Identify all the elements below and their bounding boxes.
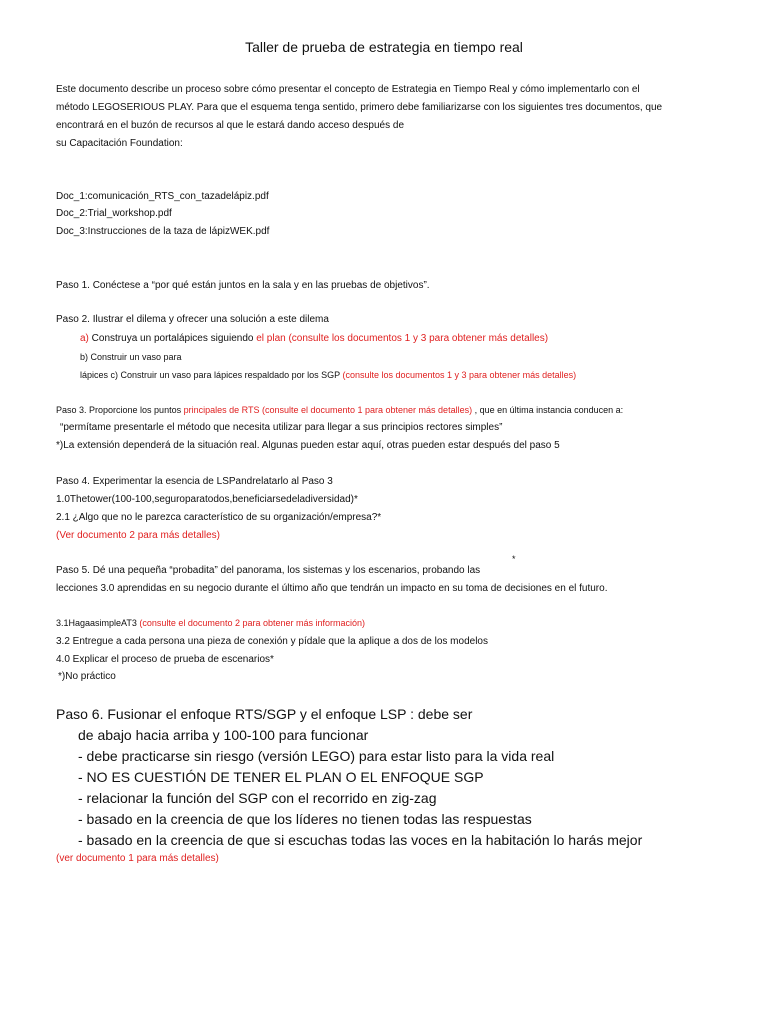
paso-5-3-1-red: (consulte el documento 2 para obtener más información): [139, 618, 366, 628]
paso-3-text-1: Paso 3. Proporcione los puntos: [56, 405, 184, 415]
paso-2-a-label: a): [80, 333, 89, 344]
paso-2-c-red: (consulte los documentos 1 y 3 para obtener más detalles): [342, 370, 577, 380]
paso-6-item-5: - basado en la creencia de que los líderes no tienen todas las respuestas: [78, 811, 532, 827]
paso-6-red-note: (ver documento 1 para más detalles): [56, 853, 219, 864]
paso-5-asterisk: *: [512, 554, 516, 564]
paso-2-c-text: lápices c) Construir un vaso para lápices respaldado por los SGP: [80, 370, 343, 380]
doc-item-1: Doc_1:comunicación_RTS_con_tazadelápiz.pdf: [56, 191, 269, 202]
doc-item-2: Doc_2:Trial_workshop.pdf: [56, 208, 172, 219]
paso-1: Paso 1. Conéctese a “por qué están juntos en la sala y en las pruebas de objetivos”.: [56, 280, 430, 291]
intro-line-4: su Capacitación Foundation:: [56, 138, 183, 149]
paso-4-heading: Paso 4. Experimentar la esencia de LSPandrelatarlo al Paso 3: [56, 476, 333, 487]
page-title: Taller de prueba de estrategia en tiempo real: [245, 39, 523, 55]
paso-3-line-2: “permítame presentarle el método que necesita utilizar para llegar a sus principios rectores simples”: [60, 422, 503, 433]
paso-3-red: principales de RTS (consulte el documento 1 para obtener más detalles): [183, 405, 473, 415]
paso-4-red-note: (Ver documento 2 para más detalles): [56, 530, 220, 541]
paso-2-item-a: [80, 332, 548, 345]
paso-2-item-b: b) Construir un vaso para: [80, 352, 182, 362]
paso-5-item-3-1: [56, 617, 365, 630]
paso-4-line-1: 1.0Thetower(100-100,seguroparatodos,beneficiarsedeladiversidad)*: [56, 494, 358, 505]
paso-5-line-2: lecciones 3.0 aprendidas en su negocio durante el último año que tendrán un impacto en su toma de decisiones en el futuro.: [56, 583, 608, 594]
paso-4-line-2: 2.1 ¿Algo que no le parezca característico de su organización/empresa?*: [56, 512, 382, 523]
paso-5-3-1-text: 3.1HagaasimpleAT3: [56, 618, 140, 628]
paso-6-item-6: - basado en la creencia de que si escuchas todas las voces en la habitación lo harás mejor: [78, 832, 643, 848]
paso-6-item-3: - NO ES CUESTIÓN DE TENER EL PLAN O EL ENFOQUE SGP: [78, 769, 484, 785]
doc-item-3: Doc_3:Instrucciones de la taza de lápizWEK.pdf: [56, 226, 270, 237]
paso-5-note: *)No práctico: [58, 671, 116, 682]
paso-3-line-3: *)La extensión dependerá de la situación real. Algunas pueden estar aquí, otras pueden estar después del paso 5: [56, 440, 560, 451]
paso-2-a-text: Construya un portalápices siguiendo: [88, 333, 257, 344]
intro-line-3: encontrará en el buzón de recursos al que le estará dando acceso después de: [56, 120, 405, 131]
intro-line-1: Este documento describe un proceso sobre cómo presentar el concepto de Estrategia en Tiempo Real y cómo implementarlo con el: [56, 84, 640, 95]
intro-line-2: método LEGOSERIOUS PLAY. Para que el esquema tenga sentido, primero debe familiarizarse con los siguientes tres documentos, que: [56, 102, 663, 113]
paso-5-item-4-0: 4.0 Explicar el proceso de prueba de escenarios*: [56, 654, 274, 665]
paso-6-item-1: de abajo hacia arriba y 100-100 para funcionar: [78, 727, 369, 743]
paso-2-heading: Paso 2. Ilustrar el dilema y ofrecer una solución a este dilema: [56, 314, 329, 325]
paso-6-item-2: - debe practicarse sin riesgo (versión LEGO) para estar listo para la vida real: [78, 748, 555, 764]
paso-6-item-4: - relacionar la función del SGP con el recorrido en zig-zag: [78, 790, 437, 806]
paso-6-heading: Paso 6. Fusionar el enfoque RTS/SGP y el enfoque LSP : debe ser: [56, 706, 473, 722]
paso-5-heading: Paso 5. Dé una pequeña “probadita” del panorama, los sistemas y los escenarios, probando las: [56, 565, 481, 576]
paso-2-a-red: el plan (consulte los documentos 1 y 3 para obtener más detalles): [256, 333, 549, 344]
paso-3-heading: [56, 404, 623, 417]
paso-5-item-3-2: 3.2 Entregue a cada persona una pieza de conexión y pídale que la aplique a dos de los modelos: [56, 636, 488, 647]
paso-2-item-c: [80, 369, 576, 382]
paso-3-text-2: , que en última instancia conducen a:: [472, 405, 624, 415]
